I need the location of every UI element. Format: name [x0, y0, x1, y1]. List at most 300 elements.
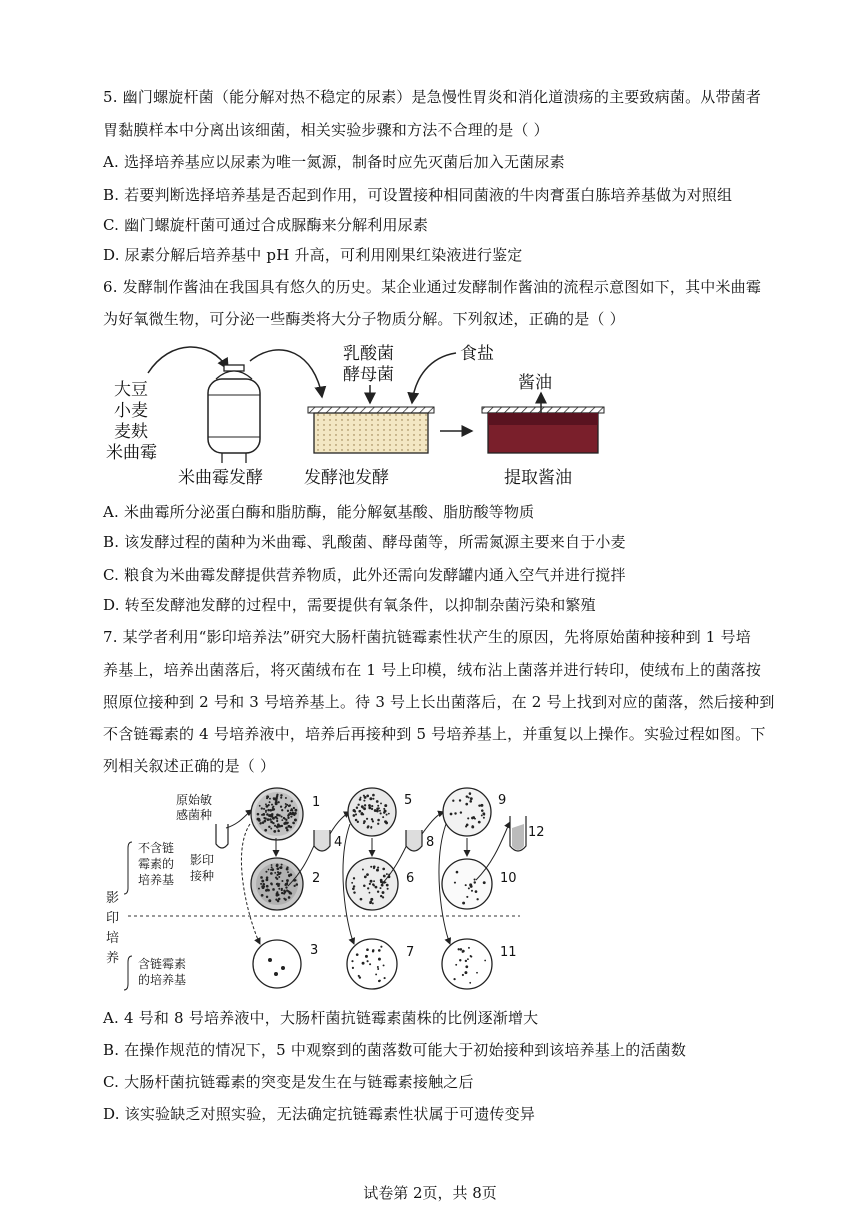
colony-dot [269, 801, 271, 803]
colony-dot [380, 879, 383, 882]
colony-dot [375, 886, 378, 889]
colony-dot [266, 795, 269, 798]
colony-dot [379, 810, 381, 812]
label-original-2: 感菌种 [176, 808, 213, 822]
colony-dot [480, 804, 483, 807]
colony-dot [287, 817, 289, 819]
colony-dot [387, 875, 390, 878]
q5-option-b: B. 若要判断选择培养基是否起到作用，可设置接种相同菌液的牛肉膏蛋白胨培养基做为对照组 [103, 186, 733, 204]
colony-dot [460, 811, 462, 813]
colony-dot [265, 871, 267, 873]
colony-dot [386, 873, 388, 875]
colony-dot [481, 809, 484, 812]
colony-dot [470, 797, 473, 800]
colony-dot [276, 864, 279, 867]
label-strep-2: 的培养基 [138, 973, 187, 987]
colony-dot [474, 881, 476, 883]
colony-dot [359, 976, 361, 978]
colony-dot [483, 817, 485, 819]
colony-dot [386, 884, 389, 887]
colony-dot [274, 816, 276, 818]
colony-dot [270, 828, 272, 830]
colony-dot [286, 879, 289, 882]
label-side-3: 培 [106, 931, 120, 946]
colony-dot [271, 804, 273, 806]
arrow-inputs-to-tank [148, 347, 228, 373]
colony-dot [474, 818, 476, 820]
colony-dot [289, 804, 291, 806]
colony-dot [377, 805, 379, 807]
colony-dot [369, 892, 371, 894]
colony-dot [367, 825, 369, 827]
plate-num-6: 6 [406, 871, 415, 886]
colony-dot [363, 884, 366, 887]
colony-dot [270, 869, 272, 871]
plate-num-5: 5 [404, 793, 413, 808]
colony-dot [287, 810, 289, 812]
colony-dot [273, 830, 276, 833]
colony-dot [288, 896, 291, 899]
replica-plating-diagram [100, 784, 560, 996]
colony-dot [280, 794, 282, 796]
q7-stem-line-4: 不含链霉素的 4 号培养液中，培养后再接种到 5 号培养基上，并重复以上操作。实验过程如图。下 [103, 725, 766, 743]
colony-dot [353, 877, 355, 879]
colony-dot [296, 883, 299, 886]
colony-dot [352, 967, 354, 969]
colony-dot [370, 866, 372, 868]
colony-dot [261, 894, 264, 897]
colony-dot [369, 963, 371, 965]
colony-dot [365, 955, 368, 958]
colony-dot [370, 827, 372, 829]
colony-dot [267, 809, 270, 812]
colony-dot [351, 882, 353, 884]
colony-dot [471, 890, 473, 892]
test-tube-8-icon [406, 830, 422, 851]
colony-dot [267, 818, 270, 821]
colony-dot [375, 973, 377, 975]
colony-dot [465, 803, 468, 806]
colony-dot [382, 816, 384, 818]
colony-dot [268, 869, 270, 871]
colony-dot [378, 958, 381, 961]
colony-dot [467, 958, 469, 960]
colony-dot [454, 812, 456, 814]
colony-dot [276, 814, 279, 817]
plate-num-11: 11 [500, 945, 517, 960]
colony-dot [285, 819, 287, 821]
q7-option-a: A. 4 号和 8 号培养液中，大肠杆菌抗链霉素菌株的比例逐渐增大 [103, 1009, 539, 1027]
colony-dot [356, 953, 359, 956]
colony-dot [385, 822, 388, 825]
colony-dot [362, 869, 364, 871]
colony-dot [265, 803, 267, 805]
input-soybean: 大豆 [114, 380, 148, 400]
colony-dot [380, 946, 382, 948]
colony-dot [370, 898, 373, 901]
q6-option-d: D. 转至发酵池发酵的过程中，需要提供有氧条件，以抑制杂菌污染和繁殖 [103, 596, 596, 614]
colony-dot [355, 819, 358, 822]
product-soy-sauce: 酱油 [518, 373, 552, 393]
colony-dot [377, 819, 380, 822]
colony-dot [353, 891, 355, 893]
input-aspergillus: 米曲霉 [106, 443, 157, 463]
colony-dot [277, 871, 279, 873]
colony-dot [294, 809, 297, 812]
label-replica-2: 接种 [190, 869, 215, 883]
colony-dot [285, 827, 288, 830]
colony-dot [260, 883, 262, 885]
colony-dot [474, 878, 476, 880]
colony-dot [366, 948, 369, 951]
q6-stem-line-1: 6. 发酵制作酱油在我国具有悠久的历史。某企业通过发酵制作酱油的流程示意图如下，其中米曲霉 [103, 278, 762, 296]
colony-dot [380, 812, 382, 814]
colony-dot [363, 807, 366, 810]
label-replica-1: 影印 [190, 853, 215, 867]
colony-dot [373, 880, 375, 882]
colony-dot [259, 822, 261, 824]
colony-dot [261, 880, 264, 883]
colony-dot [470, 885, 473, 888]
plate-3 [253, 940, 301, 988]
colony-dot [459, 959, 461, 961]
colony-dot [378, 980, 380, 982]
colony-dot [264, 829, 267, 832]
colony-dot [276, 894, 279, 897]
input-wheat: 小麦 [114, 401, 148, 421]
test-tube-4-icon [314, 830, 330, 851]
salt-label: 食盐 [460, 344, 494, 364]
colony-dot [266, 896, 268, 898]
colony-dot [376, 869, 379, 872]
colony-dot [362, 813, 364, 815]
colony-dot [291, 808, 293, 810]
colony-dot [260, 876, 263, 879]
colony-dot [460, 948, 463, 951]
colony-dot [359, 798, 362, 801]
colony-dot [266, 879, 269, 882]
q7-stem-line-1: 7. 某学者利用“影印培养法”研究大肠杆菌抗链霉素性状产生的原因，先将原始菌种接种到 1 号培 [103, 628, 751, 646]
colony-dot [357, 804, 359, 806]
colony-dot [387, 888, 389, 890]
plate-num-10: 10 [500, 871, 517, 886]
stage-extract-soy-sauce: 提取酱油 [504, 468, 572, 488]
colony-dot [366, 818, 368, 820]
label-nostrep-1: 不含链 [138, 841, 175, 855]
colony-dot [467, 817, 469, 819]
colony-dot [465, 825, 467, 827]
colony-dot [284, 890, 286, 892]
colony-dot [478, 804, 480, 806]
q5-stem-line-2: 胃黏膜样本中分离出该细菌，相关实验步骤和方法不合理的是（ ） [103, 121, 549, 139]
fermentation-pool-icon [308, 407, 434, 453]
colony-dot [372, 794, 375, 797]
colony-dot [269, 809, 272, 812]
label-nostrep-3: 培养基 [138, 873, 175, 887]
colony-dot [360, 898, 363, 901]
label-side-4: 养 [106, 951, 120, 966]
colony-dot [294, 812, 297, 815]
arrow-tank-to-pool [250, 350, 322, 397]
label-side-1: 影 [106, 891, 120, 906]
colony-dot [357, 821, 359, 823]
colony-dot [358, 810, 361, 813]
colony-dot [278, 888, 280, 890]
colony-dot [469, 800, 472, 803]
colony-dot [281, 864, 283, 866]
extraction-tank-icon [482, 407, 604, 453]
q5-stem-line-1: 5. 幽门螺旋杆菌（能分解对热不稳定的尿素）是急慢性胃炎和消化道溃疡的主要致病菌。从带菌者 [103, 88, 762, 106]
colony-dot [459, 799, 461, 801]
input-bran: 麦麸 [114, 422, 148, 442]
colony-dot [369, 901, 372, 904]
colony-dot [462, 974, 464, 976]
colony-dot [274, 825, 276, 827]
colony-dot [478, 821, 481, 824]
colony-dot [293, 885, 295, 887]
colony-dot [363, 822, 365, 824]
soy-sauce-process-diagram [100, 333, 620, 493]
colony-dot [283, 893, 285, 895]
colony-dot [285, 797, 287, 799]
microbe-lactic: 乳酸菌 [343, 344, 394, 364]
colony-dot [276, 817, 278, 819]
colony-dot [290, 893, 292, 895]
colony-dot [373, 885, 375, 887]
colony-dot [262, 883, 264, 885]
colony-dot [464, 971, 467, 974]
label-original-1: 原始敏 [176, 793, 213, 807]
colony-dot [483, 881, 486, 884]
colony-dot [353, 885, 355, 887]
colony-dot [366, 873, 369, 876]
colony-dot [270, 872, 273, 875]
colony-dot [386, 814, 388, 816]
plate-num-3: 3 [310, 943, 319, 958]
colony-dot [262, 813, 265, 816]
colony-dot [286, 829, 289, 832]
q6-option-a: A. 米曲霉所分泌蛋白酶和脂肪酶，能分解氨基酸、脂肪酸等物质 [103, 503, 535, 521]
colony-dot [385, 881, 387, 883]
label-side-2: 印 [106, 911, 120, 926]
colony-dot [380, 895, 382, 897]
colony-dot [265, 811, 267, 813]
colony-dot [369, 797, 372, 800]
colony-dot [278, 825, 280, 827]
colony-dot [263, 808, 265, 810]
colony-dot [281, 892, 283, 894]
colony-dot [368, 806, 371, 809]
colony-dot [371, 818, 373, 820]
colony-dot [287, 871, 289, 873]
colony-dot [294, 879, 296, 881]
colony-dot [261, 885, 264, 888]
test-tube-12-icon [510, 816, 526, 851]
colony-dot [351, 960, 353, 962]
q7-option-c: C. 大肠杆菌抗链霉素的突变是发生在与链霉素接触之后 [103, 1073, 474, 1091]
colony-dot [271, 884, 273, 886]
colony-dot [376, 800, 379, 803]
colony-dot [290, 816, 292, 818]
arrow-salt [412, 353, 456, 403]
colony-dot [376, 807, 379, 810]
colony-dot [383, 964, 385, 966]
colony-dot [369, 883, 371, 885]
colony-dot [281, 816, 283, 818]
colony-dot [272, 806, 274, 808]
colony-dot [360, 797, 362, 799]
colony-dot [294, 819, 297, 822]
q5-option-d: D. 尿素分解后培养基中 pH 升高，可利用刚果红染液进行鉴定 [103, 246, 523, 264]
colony-dot [476, 972, 478, 974]
colony-dot [366, 795, 369, 798]
colony-dot [271, 864, 273, 866]
plate-num-9: 9 [498, 793, 507, 808]
colony-dot [476, 898, 478, 900]
colony-dot [380, 802, 382, 804]
colony-dot [278, 830, 280, 832]
colony-dot [465, 965, 468, 968]
colony-dot [454, 882, 456, 884]
colony-dot [281, 809, 283, 811]
colony-dot [280, 805, 282, 807]
colony-dot [455, 964, 457, 966]
colony-dot [290, 813, 292, 815]
colony-dot [270, 815, 273, 818]
colony-dot [257, 813, 260, 816]
colony-dot [276, 891, 278, 893]
colony-dot [469, 982, 471, 984]
colony-dot [377, 968, 379, 970]
colony-dot [276, 878, 278, 880]
colony-dot [292, 813, 294, 815]
colony-dot [381, 884, 384, 887]
colony-dot [465, 960, 467, 962]
q5-option-a: A. 选择培养基应以尿素为唯一氮源，制备时应先灭菌后加入无菌尿素 [103, 153, 565, 171]
colony-dot [293, 807, 295, 809]
plate-num-7: 7 [406, 945, 415, 960]
colony-dot [259, 805, 261, 807]
colony-dot [278, 876, 280, 878]
colony-dot [281, 880, 283, 882]
colony-dot [374, 866, 376, 868]
colony-dot [272, 822, 274, 824]
colony-dot [268, 826, 270, 828]
colony-dot [468, 947, 470, 949]
fermenter-tank-icon [208, 365, 260, 463]
colony-dot [363, 800, 365, 802]
colony-dot [281, 888, 283, 890]
colony-dot [380, 887, 382, 889]
colony-dot [286, 868, 289, 871]
colony-dot [269, 798, 271, 800]
colony-dot [362, 962, 365, 965]
colony-dot [285, 805, 287, 807]
colony-dot [361, 812, 363, 814]
colony-dot [267, 889, 270, 892]
q5-option-c: C. 幽门螺旋杆菌可通过合成脲酶来分解利用尿素 [103, 216, 429, 234]
colony-dot [472, 825, 474, 827]
colony-dot [261, 807, 263, 809]
colony-dot [275, 798, 277, 800]
colony-dot [382, 891, 385, 894]
stage-aspergillus-fermentation: 米曲霉发酵 [178, 468, 263, 488]
colony-dot [277, 883, 279, 885]
colony-dot [280, 866, 283, 869]
colony-dot [271, 866, 273, 868]
colony-dot [388, 813, 390, 815]
colony-dot [377, 966, 379, 968]
q7-option-d: D. 该实验缺乏对照实验，无法确定抗链霉素性状属于可遗传变异 [103, 1105, 536, 1123]
colony-dot [268, 815, 270, 817]
colony-dot [470, 956, 472, 958]
colony-dot [462, 902, 465, 905]
colony-dot [288, 874, 290, 876]
colony-dot [293, 822, 295, 824]
colony-dot [367, 887, 369, 889]
colony-dot [378, 949, 381, 952]
plate-num-1: 1 [312, 795, 321, 810]
q6-option-b: B. 该发酵过程的菌种为米曲霉、乳酸菌、酵母菌等，所需氮源主要来自于小麦 [103, 533, 626, 551]
colony-dot [278, 898, 281, 901]
colony-dot [371, 808, 373, 810]
stage-pool-fermentation: 发酵池发酵 [304, 468, 389, 488]
colony-dot [458, 948, 460, 950]
colony-dot [266, 885, 269, 888]
colony-dot [258, 888, 260, 890]
q7-stem-line-3: 照原位接种到 2 号和 3 号培养基上。待 3 号上长出菌落后，在 2 号上找到对应的菌落，然后接种到 [103, 693, 775, 711]
microbe-yeast: 酵母菌 [343, 365, 394, 385]
colony-dot [475, 890, 478, 893]
colony-dot [469, 793, 471, 795]
colony-dot [484, 960, 486, 962]
colony-dot [364, 876, 367, 879]
colony-dot [377, 891, 379, 893]
plate-9 [443, 788, 491, 836]
colony-dot [285, 883, 288, 886]
page-footer: 试卷第 2页，共 8页 [363, 1184, 497, 1202]
colony-dot [364, 796, 367, 799]
colony-dot [370, 880, 373, 883]
colony-dot [456, 871, 459, 874]
colony-dot [283, 822, 286, 825]
colony-dot [268, 899, 271, 902]
label-strep-1: 含链霉素 [138, 957, 187, 971]
colony-dot [265, 889, 268, 892]
colony-dot [276, 794, 278, 796]
colony-dot [481, 814, 483, 816]
colony-dot [353, 814, 356, 817]
colony-dot [276, 820, 278, 822]
q6-option-c: C. 粮食为米曲霉发酵提供营养物质，此外还需向发酵罐内通入空气并进行搅拌 [103, 566, 626, 584]
colony-dot [258, 819, 261, 822]
colony-dot [264, 820, 267, 823]
colony-dot [377, 867, 379, 869]
colony-dot [264, 817, 266, 819]
q7-stem-line-2: 养基上，培养出菌落后，将灭菌绒布在 1 号上印模，绒布沾上菌落并进行转印，使绒布上的菌落按 [103, 661, 762, 679]
plate-7 [347, 939, 397, 989]
label-nostrep-2: 霉素的 [138, 857, 175, 871]
colony-dot [287, 825, 290, 828]
tube-num-4: 4 [334, 835, 343, 850]
plate-11 [442, 939, 492, 989]
colony-dot [281, 819, 283, 821]
colony-dot [372, 902, 374, 904]
colony-dot [468, 796, 470, 798]
colony-dot [372, 949, 374, 951]
colony-dot [364, 804, 366, 806]
colony-dot [452, 800, 454, 802]
